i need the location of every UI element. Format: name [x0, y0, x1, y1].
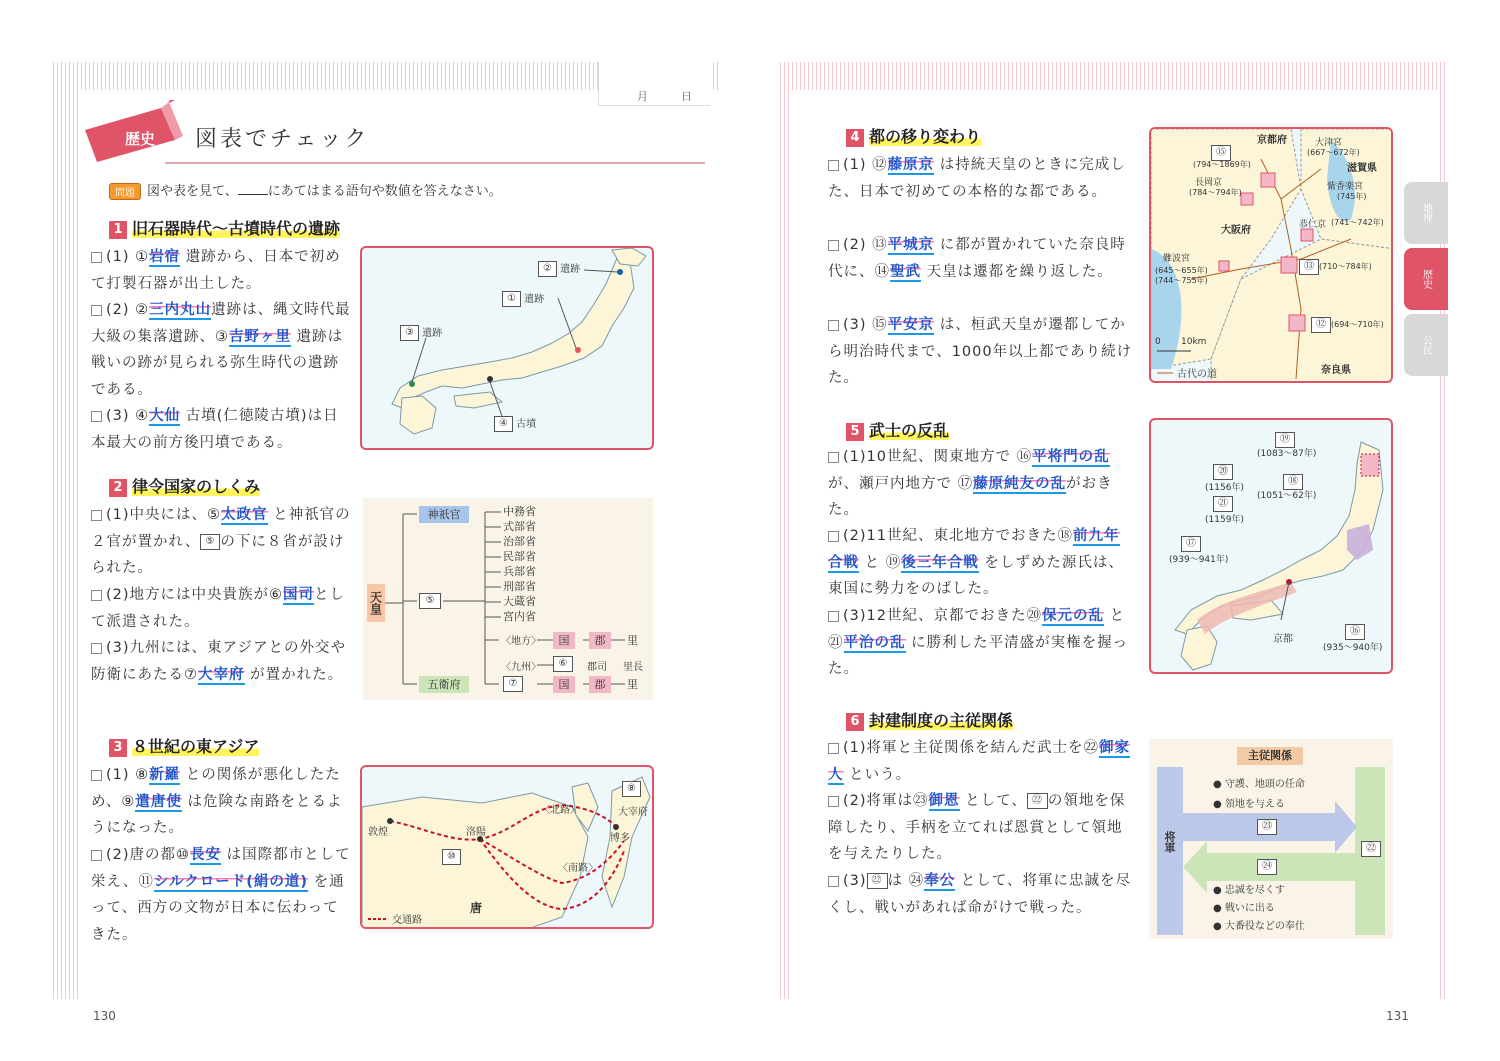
chart-title: 主従関係: [1237, 747, 1303, 765]
question-4-3: (3) ⑮平安京 は、桓武天皇が遷都してから明治時代まで、1000年以上都であり続けた。: [828, 317, 1133, 386]
answer: 聖武: [890, 263, 921, 280]
section-title-1: 1 旧石器時代〜古墳時代の遺跡: [109, 216, 340, 239]
chiho-label: 〈地方〉: [501, 636, 541, 647]
answer: 御家人: [828, 740, 1131, 783]
question-6-1: (1)将軍と主従関係を結んだ武士を㉒御家人 という。: [828, 740, 1131, 783]
question-2-2: (2)地方には中央貴族が⑥国司として派遣された。: [91, 587, 346, 630]
box-16: ⑯: [1345, 624, 1365, 640]
ministry-item: 治部省: [503, 535, 536, 548]
map-samurai-revolts: ⑲ (1083〜87年) ⑳ (1156年) ⑱ (1051〜62年) ㉑ (1159年) ⑰ (939〜941年) 京都 ⑯ (935〜940年): [1149, 418, 1393, 674]
section-title-3: 3 ８世紀の東アジア: [109, 734, 259, 757]
page-number-left: 130: [93, 1009, 116, 1023]
box-24: ㉔: [1257, 859, 1277, 875]
heading-divider: [165, 162, 705, 164]
answer: 平治の乱: [843, 634, 906, 651]
box-12: ⑫: [1311, 317, 1331, 333]
ministry-item: 中務省: [503, 505, 536, 518]
checkbox[interactable]: [828, 796, 839, 807]
date-box: [598, 62, 710, 106]
ministry-item: 刑部省: [503, 580, 536, 593]
answer: 前九年合戦: [828, 528, 1120, 571]
section-title-4: 4 都の移り変わり: [846, 124, 981, 147]
ministry-item: 大蔵省: [503, 595, 536, 608]
subject-tabs: [1404, 182, 1448, 380]
section-title-5: 5 武士の反乱: [846, 418, 949, 441]
answer: 岩宿: [149, 249, 181, 265]
chart-lord-vassal: 主従関係 将軍 ㉒ ● 守護、地頭の任命 ● 領地を与える ㉓ ㉔ ● 忠誠を尽くす ● 戦いに出る ● 大番役などの奉仕: [1149, 739, 1393, 939]
shogun-label: 将軍: [1163, 831, 1176, 853]
ministry-item: 兵部省: [503, 565, 536, 578]
answer: 大仙: [149, 408, 181, 424]
question-1-3: (3) ④大仙 古墳(仁徳陵古墳)は日本最大の前方後円墳である。: [91, 408, 339, 451]
question-3-2: (2)唐の都⑩長安 は国際都市として栄え、⑪シルクロード(絹の道) を通って、西方の文物が日本に伝わってきた。: [91, 847, 351, 943]
map-capitals: 京都府 大津宮 (667〜672年) 滋賀県 ⑮ (794〜1869年) 長岡京 (784〜794年) 紫香楽宮 (745年) 恭仁京 (741〜742年) 大阪府 難波宮 (645〜655年) (744〜755年) ⑬ (710〜784年) ⑫ (694〜710年) 0 10km 古代の道 奈良県: [1149, 127, 1393, 383]
section-title-2: 2 律令国家のしくみ: [109, 474, 260, 497]
box-21: ㉑: [1213, 496, 1233, 512]
answer: 平安京: [887, 317, 935, 333]
tenno-box: 天皇: [367, 584, 385, 622]
checkbox[interactable]: [828, 611, 839, 622]
checkbox[interactable]: [828, 876, 839, 887]
tab-civics[interactable]: 公民: [1404, 314, 1448, 376]
checkbox[interactable]: [91, 643, 102, 654]
box-6: ⑥: [553, 656, 573, 672]
answer: 藤原京: [887, 157, 935, 173]
answer: 藤原純友の乱: [973, 475, 1067, 492]
box-17: ⑰: [1181, 536, 1201, 552]
tab-history[interactable]: 歴史: [1404, 248, 1448, 310]
date-day: 日: [681, 90, 692, 103]
blank-line: [238, 194, 268, 195]
map-ancient-sites: [360, 246, 654, 450]
checkbox[interactable]: [91, 252, 102, 263]
map-label-3: ③ 遺跡: [400, 324, 442, 341]
ministries-list: [503, 504, 536, 624]
kyushu-label: 〈九州〉: [501, 662, 541, 673]
box-15: ⑮: [1211, 145, 1231, 161]
question-4-2: (2) ⑬平城京 に都が置かれていた奈良時代に、⑭聖武 天皇は遷都を繰り返した。: [828, 237, 1126, 280]
box-22: ㉒: [1361, 841, 1381, 857]
question-5-2: (2)11世紀、東北地方でおきた⑱前九年合戦 と ⑲後三年合戦 をしずめた源氏は、東国に勢力をのばした。: [828, 528, 1124, 597]
box-20: ⑳: [1213, 464, 1233, 480]
question-2-1: (1)中央には、⑤太政官 と神祇官の２官が置かれ、 ⑤ の下に８省が設けられた。: [91, 507, 351, 576]
map-label-1: ① 遺跡: [502, 290, 544, 307]
box-19: ⑲: [1275, 432, 1295, 448]
checkbox[interactable]: [91, 770, 102, 781]
date-month: 月: [637, 90, 648, 103]
answer: 保元の乱: [1042, 608, 1104, 624]
answer: 大宰府: [198, 666, 245, 683]
box-8: ⑧: [622, 781, 641, 797]
checkbox[interactable]: [828, 452, 839, 463]
checkbox[interactable]: [828, 743, 839, 754]
ministry-item: 式部省: [503, 520, 536, 533]
question-6-3: (3) ㉒ は ㉔奉公 として、将軍に忠誠を尽くし、戦いがあれば命がけで戦った。: [828, 873, 1131, 916]
answer: 三内丸山: [149, 302, 212, 318]
map-label-4: ④ 古墳: [494, 415, 536, 432]
badge-label: 歴史: [125, 130, 156, 148]
checkbox[interactable]: [91, 590, 102, 601]
checkbox[interactable]: [91, 305, 102, 316]
map-label-2: ② 遺跡: [538, 260, 580, 277]
question-1-2: (2) ②三内丸山遺跡は、縄文時代最大級の集落遺跡、③吉野ヶ里 遺跡は戦いの跡が見られる弥生時代の遺跡である。: [91, 302, 351, 398]
question-5-1: (1)10世紀、関東地方で ⑯平将門の乱が、瀬戸内地方で ⑰藤原純友の乱がおきた。: [828, 449, 1113, 518]
jingikan-box: 神祇官: [419, 506, 469, 523]
box-18: ⑱: [1283, 474, 1303, 490]
page-title: 図表でチェック: [195, 127, 370, 152]
answer: 長安: [190, 847, 222, 863]
answer: 遣唐使: [135, 793, 182, 810]
answer: 国司: [283, 587, 315, 603]
answer: 平将門の乱: [1032, 449, 1110, 465]
section-title-6: 6 封建制度の主従関係: [846, 708, 1013, 731]
question-5-3: (3)12世紀、京都でおきた⑳保元の乱 と ㉑平治の乱 に勝利した平清盛が実権を握った。: [828, 608, 1129, 677]
checkbox[interactable]: [828, 160, 839, 171]
gogeifu-box: 五衛府: [419, 676, 469, 693]
checkbox[interactable]: [91, 850, 102, 861]
right-page: [780, 62, 1447, 1023]
answer: 吉野ヶ里: [229, 328, 291, 345]
chart-ritsuryo: 天皇 神祇官 ⑤ 五衛府 中務省 式部省 治部省 民部省 兵部省 刑部省 大蔵省 宮内省 〈地方〉 〈九州〉 国 郡 里 ⑥ 郡司 里長 ⑦ 国 郡 里: [363, 498, 653, 700]
answer: 後三年合戦: [901, 554, 979, 571]
question-3-1: (1) ⑧新羅 との関係が悪化したため、⑨遣唐使 は危険な南路をとるようになった。: [91, 767, 343, 836]
checkbox[interactable]: [828, 320, 839, 331]
tab-geography[interactable]: 地理: [1404, 182, 1448, 244]
instruction: 問題 図や表を見て、 にあてはまる語句や数値を答えなさい。: [109, 180, 502, 200]
left-page: [53, 62, 720, 1023]
ministry-item: 民部省: [503, 550, 536, 563]
question-6-2: (2)将軍は㉓御恩 として、 ㉒ の領地を保障したり、手柄を立てれば恩賞として領地を与えたりした。: [828, 793, 1126, 862]
box-23: ㉓: [1257, 819, 1277, 835]
checkbox[interactable]: [91, 411, 102, 422]
question-1-1: (1) ①岩宿 遺跡から、日本で初めて打製石器が出土した。: [91, 249, 341, 292]
answer: 御恩: [928, 793, 960, 809]
checkbox[interactable]: [91, 510, 102, 521]
box-7: ⑦: [503, 676, 523, 692]
question-2-3: (3)九州には、東アジアとの外交や防衛にあたる⑦大宰府 が置かれた。: [91, 640, 346, 683]
box-13: ⑬: [1299, 259, 1319, 275]
answer: 奉公: [924, 873, 956, 889]
ministry-item: 宮内省: [503, 610, 536, 623]
answer: 平城京: [887, 237, 935, 253]
box-5: ⑤: [419, 593, 441, 609]
question-4-1: (1) ⑫藤原京 は持統天皇のときに完成した、日本で初めての本格的な都である。: [828, 157, 1126, 200]
answer: 新羅: [149, 767, 181, 783]
question-badge: 問題: [109, 183, 141, 200]
page-number-right: 131: [1386, 1009, 1409, 1023]
answer: シルクロード(絹の道): [153, 873, 308, 890]
box-10: ⑩: [442, 849, 461, 865]
checkbox[interactable]: [828, 531, 839, 542]
map-east-asia: ⑧ 大宰府 〈北路〉 〈南路〉 敦煌 洛陽 ⑩ 博多 唐 交通路: [360, 765, 654, 929]
checkbox[interactable]: [828, 240, 839, 251]
answer: 太政官: [221, 507, 268, 523]
